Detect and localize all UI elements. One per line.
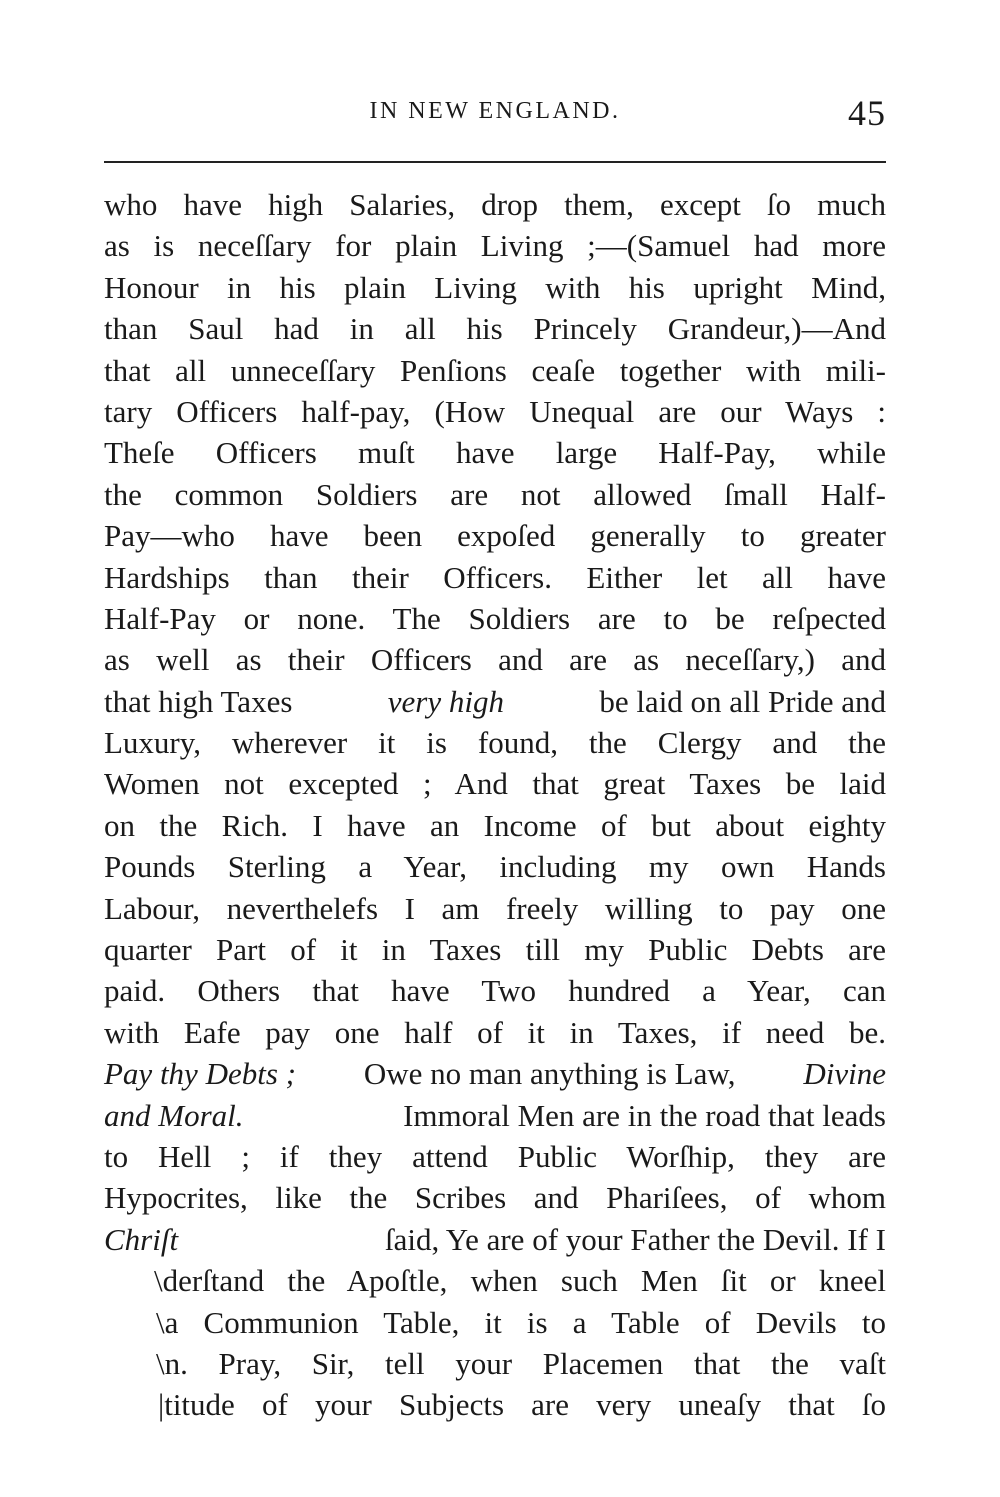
- text-line: [104, 1219, 886, 1260]
- text-line: with Eafe pay one half of it in Taxes, if need be.: [104, 1014, 886, 1050]
- text-line: to Hell ; if they attend Public Worſhip, they are: [104, 1138, 886, 1174]
- italic-text: very high: [387, 683, 504, 719]
- text-line: Labour, neverthelefs I am freely willing to pay one: [104, 890, 886, 926]
- text-line: Half-Pay or none. The Soldiers are to be reſpected: [104, 600, 886, 636]
- text-line: who have high Salaries, drop them, except ſo much: [104, 187, 886, 222]
- text-line: [104, 681, 886, 722]
- text-line: Honour in his plain Living with his upright Mind,: [104, 269, 886, 305]
- text-line: tary Officers half-pay, (How Unequal are our Ways :: [104, 393, 886, 429]
- text-line: paid. Others that have Two hundred a Year, can: [104, 973, 886, 1009]
- text-segment: Owe no man anything is Law,: [363, 1056, 736, 1092]
- text-line: \derſtand the Apoſtle, when such Men ſit or kneel: [154, 1263, 886, 1299]
- body-text: [104, 184, 886, 1426]
- text-line: Hypocrites, like the Scribes and Phariſees, of whom: [104, 1180, 886, 1216]
- text-line: \n. Pray, Sir, tell your Placemen that the vaſt: [156, 1345, 886, 1381]
- page-number: 45: [848, 93, 886, 133]
- text-line: Women not excepted ; And that great Taxes be laid: [104, 766, 886, 802]
- text-line: Hardships than their Officers. Either let all have: [104, 559, 886, 595]
- text-line: Luxury, wherever it is found, the Clergy and the: [104, 725, 886, 761]
- text-segment: be laid on all Pride and: [599, 683, 886, 719]
- text-line: as well as their Officers and are as neceſſary,) and: [104, 642, 886, 678]
- italic-text: Divine: [803, 1056, 886, 1092]
- text-segment: that high Taxes: [104, 683, 293, 719]
- text-line: on the Rich. I have an Income of but about eighty: [104, 807, 886, 843]
- running-title: IN NEW ENGLAND.: [369, 98, 621, 124]
- text-line: Pounds Sterling a Year, including my own Hands: [104, 849, 886, 885]
- text-line: as is neceſſary for plain Living ;—(Samuel had more: [104, 228, 886, 264]
- text-line: Theſe Officers muſt have large Half-Pay, while: [104, 435, 886, 471]
- text-segment: ſaid, Ye are of your Father the Devil. If I: [384, 1221, 886, 1257]
- running-head: [104, 93, 886, 146]
- italic-text: and Moral.: [104, 1097, 244, 1133]
- text-line: the common Soldiers are not allowed ſmall Half-: [104, 476, 886, 512]
- italic-text: Chriſt: [104, 1221, 179, 1257]
- header-rule: [104, 161, 886, 163]
- text-line: than Saul had in all his Princely Grandeur,)—And: [104, 311, 886, 347]
- text-line: that all unneceſſary Penſions ceaſe together with mili-: [104, 352, 886, 388]
- text-line: |titude of your Subjects are very uneaſy that ſo: [158, 1387, 886, 1423]
- text-line: [104, 1053, 886, 1094]
- text-line: \a Communion Table, it is a Table of Devils to: [156, 1304, 886, 1340]
- text-line: quarter Part of it in Taxes till my Public Debts are: [104, 932, 886, 968]
- text-line: Pay—who have been expoſed generally to greater: [104, 518, 886, 554]
- text-line: [104, 1095, 886, 1136]
- text-segment: Immoral Men are in the road that leads: [403, 1097, 886, 1133]
- italic-text: Pay thy Debts ;: [104, 1056, 296, 1092]
